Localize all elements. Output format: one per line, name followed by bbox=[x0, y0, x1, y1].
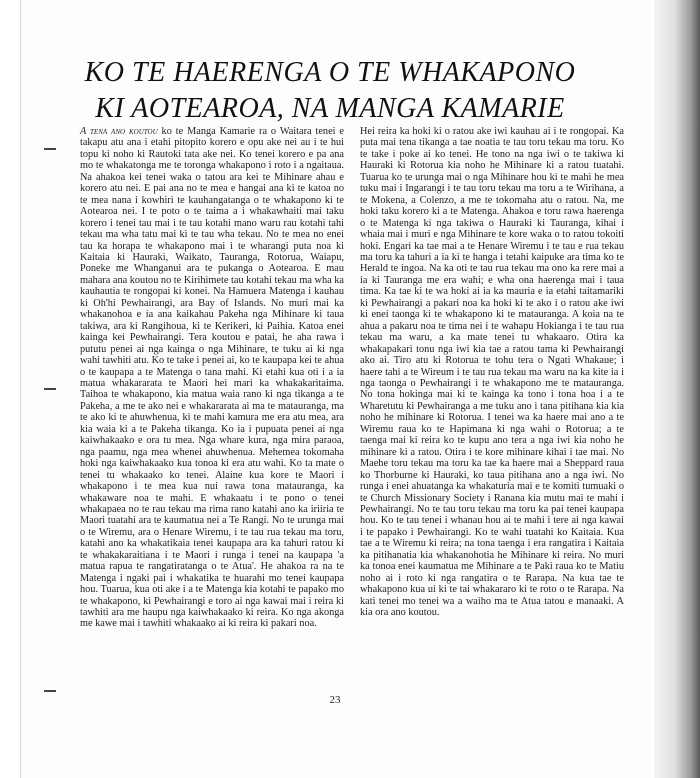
page-fold-shadow bbox=[654, 0, 700, 778]
article-column-right: Hei reira ka hoki ki o ratou ake iwi kauhau ai i te rongopai. Ka puta mai tena tikanga a tae noatia te tau toru tekau ma toru. Ko te take i poke ai ko tenei. He tono na nga iwi o te takiwa ki Hauraki ki Rotorua kia noho he Mihinare ki a ratou tuatahi. Tuarua ko te urunga mai o nga Mihinare hou ki te mahi he mea tuku mai i Ingarangi i te tau toru tekau ma toru a te Wirihana, a te Mokena, a Colenzo, a me te tokomaha atu o ratou. Na, me hoki taku korero ki a te Matenga. Ahakoa e toru rawa haerenga o te Matenga ki nga takiwa o Hauraki ki Tauranga, kihai i whaia mai i muri e nga Mihinare te kore waka o to ratou tokoiti hoki. Engari ka tae mai a te Henare Wiremu i te tau e rua tekau ma toru ka tahuri a ia ki te hanga i tetahi kaipuke ara tima ko te Herald te ingoa. Na ka oti te tau rua tekau ma ono ka rere mai a ia ki Tauranga me era wahi; e wha ona haerenga mai i taua tima. Ka tae ki te wa hoki ai ia ka mauria e ia etahi taitamariki ki Pewhairangi a pakari noa ka hoki ki te ako i o ratou ake iwi ki enei taonga ki te whakapono ki te matauranga. A koia na te ahua a pakaru noa te tima nei i te wahapu Hokianga i te tau rua tekau ma waru, a ka mate tenei tu whakaaro. Otira ka whakapakari tonu nga iwi kia tae a ratou tama ki Pewhairangi ako ai. Tiro atu ki Rotorua te tohu tera o Ngati Whakaue; i haere tahi a te Wireum i te tau rua tekau ma waru na ka kite ia i nga taonga o Pewhairangi i te whakapono me te matauranga. No tona hokinga mai ki te kainga ka tono i tona hoa i a te Wharetutu ki Pewhairanga a me tuku ano i tana pitihana kia kia noho he mihinare ki Rotorua. I tenei wa ka haere mai ano a te Wiremu raua ko te Hapimana ki nga wahi o Rotorua; a te taenga mai ki reira ko te kupu ano tera a nga iwi kia noho he mihinare ki a ratou. Otira i te kore mihinare kihai i tae mai. No Maehe toru tekau ma toru ka tae ka haere mai a Sheppard raua ko Thorburne ki Hauraki, ko taua pitihana ano a nga iwi. No runga i enei ahuatanga ka whakaturia mai e te komiti tumuaki o te Church Missionary Society i Ranana kia mutu mai te mahi i Pewhairangi. No te tau toru tekau ma toru ka pai tenei kaupapa hou. Ko te tau tenei i whanau hou ai te mahi i tere ai nga kawai i te papako i Pewhairangi. Ko te wahi tuatahi ko Kaitaia. Kua tae a te Wiremu ki reira; na tona taenga i era rangatira i Kaitaia ka pitihanatia kia whakanohotia he Mihinare ki reira. No muri ka tonoa enei kaumatua me Mihinare a te Paki raua ko te Matiu noho ai i roto ki nga rangatira o te Rarapa. Na kua tae te whakapono kua ui ki te tai whakararo ki te roto o te Rarapa. Na kati tenei mo tenei wa a waiho ma te Atua tatou e manaaki. A kia ora ano koutou. bbox=[360, 126, 624, 619]
margin-mark bbox=[44, 388, 56, 390]
page-number: 23 bbox=[329, 694, 341, 706]
article-title-line-1: KO TE HAERENGA O TE WHAKAPONO bbox=[84, 57, 576, 88]
article-title-line-2: KI AOTEAROA, NA MANGA KAMARIE bbox=[95, 93, 565, 124]
article-column-left bbox=[80, 126, 344, 630]
margin-mark bbox=[44, 148, 56, 150]
article-title bbox=[40, 55, 620, 127]
lead-in: A tena ano koutou bbox=[80, 126, 158, 137]
left-column-text: ko te Manga Kamarie ra o Waitara tenei e takapu atu ana i etahi pitopito korero e opu ake nei au i te hui topu ki noho ki Rautoki tata ake nei. Ko tenei korero e pa ana mo te whakatonga me te toronga whakapono i roto i a ngaitaua. Na ahakoa kei tenei waka o tatou ara kei te Mihinare ahau e korero atu nei. E pai ana no te mea e hangai ana ki te katoa no te mea nana i kowhiri te kauhangatanga o te whakapono ki te Aotearoa nei. I te poto o te taima a i whakawhaiti mai taku korero i tenei tau mai i te tau kotahi mano waru rau kotahi tahi tekau ma wha tatu mai ki te tau wha tekau. No te mea no enei tau ka horapa te whakapono mai i te wharangi puta noa ki Kaitaia ki Hauraki, Waikato, Tauranga, Rotorua, Waiapu, Poneke me Whanganui ara te pukanga o Aotearoa. E mau mahara ana koutou no te Kirihimete tau kotahi tekau ma wha ka kauhautia te rongopai ki konei. Na Hamuera Matenga i kauhau ki Oh'hi Pewhairangi, ara Bay of Islands. No muri mai ka whakanohoa e ia ana kaikahau Pakeha nga Mihinare ki taua takiwa, ara ki Rangihoua, ki te Kerikeri, ki Paihia. Katoa enei kainga kei Pewhairangi. Tera koutou e patai, he aha rawa i pututu penei ai nga kainga o nga Mihinare, te tuku ai ki nga wahi tawhiti atu. Ko te take i penei ai, ko te kaupapa kei te ahua o te kaupapa a te Matenga o tana mahi. Ki etahi kua oti i a ia matua whakararata te Maori hei mari ka whakakaritaima. Taihoa te whakapono, kia matua waia rano ki nga tikanga a te Pakeha, a me te ako nei e whakararata ai ma te matauranga, ma te ako ki te ahuwhenua, ki te mahi kamura me era atu mea, ara kia waia ki a te Pakeha tikanga. Ko ia i pupuata penei ai nga kaiwhakaako e ora tu mea. Nga whare kura, nga mira paraoa, nga paamu, nga mea whenei ahuwhenua. Mehemea tokomaha hoki nga kaiwhakaako kua tonoa ki era atu wahi. Ko ta mate o tenei tu whakaako ko tenei. Alaine kua kore te Maori i whakapono i te mea kua nui rawa tona matauranga, ka whakaware noa te mahi. E whakaatu i te pono o tenei whakapaea no te rau tekau ma rima rano katahi ano ka iriiria te Maori tuatahi ara te kaumatua nei a Te Rangi. No te urunga mai o te Wiremu, ara o Henare Wiremu, i te tau rua tekau ma toru, katahi ano ka whakatikaia tenei kaupapa ara ka tahuri ratou ki te whakakaraitiana i te Maori i runga i tenei na kaupapa 'a matua rapua te rangatiratanga o te Atua'. He ahakoa ra na te Matenga i ngaki pai i whakatika te huarahi mo tenei kaupapa hou. Tuarua, kua oti ake i a te Matenga kia kotahi te papako mo te whakapono, ki Pewhairangi e toro ai nga kawai mai i reira ki tawhiti ara me haupu nga kaiwhakaako ki reira. Ko nga akonga me kawe mai i tawhiti whakaako ai ki reira ki pakari noa. bbox=[80, 126, 344, 630]
margin-mark bbox=[44, 690, 56, 692]
